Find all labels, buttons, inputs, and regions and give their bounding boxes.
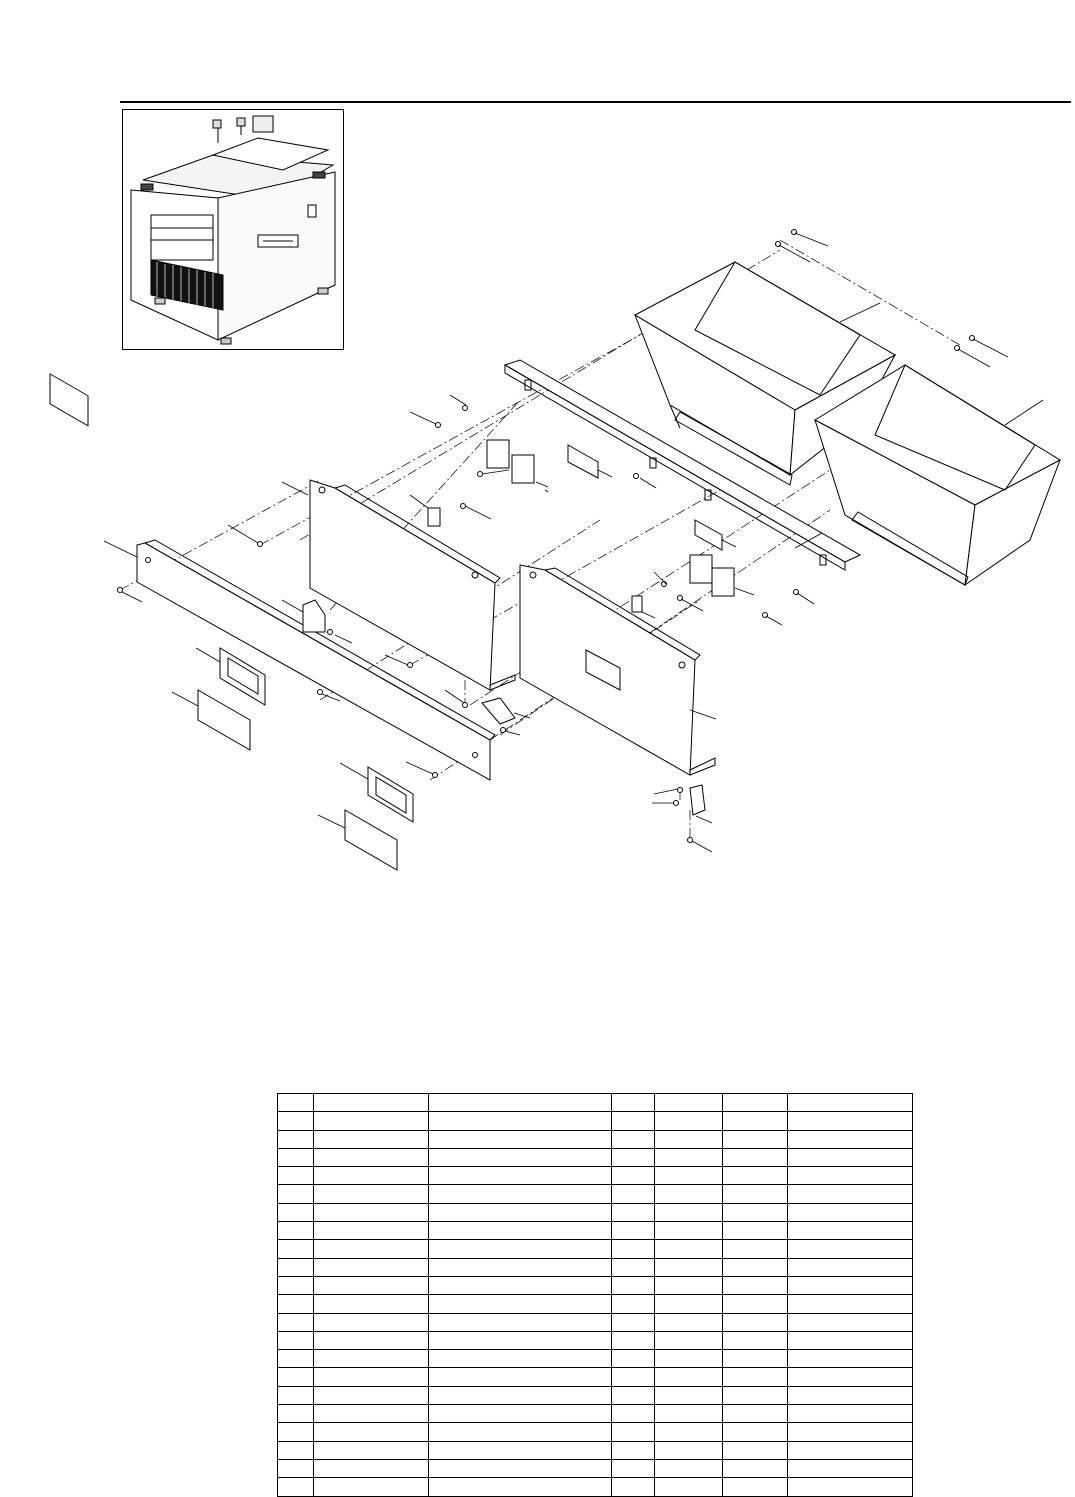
table-cell — [429, 1258, 612, 1276]
table-cell — [788, 1405, 913, 1423]
table-row — [278, 1185, 913, 1203]
table-cell — [314, 1386, 429, 1404]
table-row — [278, 1295, 913, 1313]
table-cell — [655, 1130, 723, 1148]
table-cell — [314, 1185, 429, 1203]
table-row — [278, 1240, 913, 1258]
table-row — [278, 1386, 913, 1404]
table-cell — [723, 1112, 788, 1130]
table-cell — [655, 1405, 723, 1423]
table-cell — [429, 1313, 612, 1331]
table-cell — [788, 1350, 913, 1368]
table-cell — [314, 1478, 429, 1496]
table-cell — [723, 1130, 788, 1148]
table-cell — [612, 1313, 655, 1331]
table-cell — [278, 1313, 314, 1331]
table-cell — [278, 1222, 314, 1240]
table-cell — [429, 1386, 612, 1404]
table-cell — [278, 1423, 314, 1441]
table-cell — [612, 1441, 655, 1459]
table-cell — [655, 1222, 723, 1240]
table-cell — [429, 1276, 612, 1294]
table-cell — [278, 1276, 314, 1294]
table-cell — [788, 1386, 913, 1404]
parts-list-table — [277, 1093, 913, 1497]
table-cell — [788, 1258, 913, 1276]
table-cell — [612, 1203, 655, 1221]
table-cell — [278, 1112, 314, 1130]
table-cell — [655, 1350, 723, 1368]
table-cell — [278, 1350, 314, 1368]
table-cell — [655, 1148, 723, 1166]
table-cell — [655, 1295, 723, 1313]
table-cell — [314, 1441, 429, 1459]
table-row — [278, 1258, 913, 1276]
table-cell — [429, 1167, 612, 1185]
table-cell — [723, 1386, 788, 1404]
table-cell — [655, 1185, 723, 1203]
table-cell — [788, 1203, 913, 1221]
table-cell — [788, 1331, 913, 1349]
table-cell — [429, 1240, 612, 1258]
table-cell — [429, 1112, 612, 1130]
table-cell — [788, 1185, 913, 1203]
table-cell — [612, 1094, 655, 1112]
table-cell — [788, 1130, 913, 1148]
table-cell — [314, 1423, 429, 1441]
table-cell — [314, 1222, 429, 1240]
table-cell — [655, 1094, 723, 1112]
table-cell — [314, 1459, 429, 1477]
table-cell — [314, 1203, 429, 1221]
table-cell — [612, 1459, 655, 1477]
table-cell — [278, 1459, 314, 1477]
table-cell — [723, 1094, 788, 1112]
table-cell — [429, 1094, 612, 1112]
table-cell — [612, 1386, 655, 1404]
table-cell — [429, 1459, 612, 1477]
table-cell — [612, 1423, 655, 1441]
table-cell — [788, 1441, 913, 1459]
table-cell — [612, 1130, 655, 1148]
table-cell — [278, 1185, 314, 1203]
table-cell — [278, 1331, 314, 1349]
table-cell — [314, 1258, 429, 1276]
table-cell — [723, 1276, 788, 1294]
table-cell — [429, 1130, 612, 1148]
table-cell — [278, 1148, 314, 1166]
table-cell — [278, 1478, 314, 1496]
table-cell — [723, 1331, 788, 1349]
table-row — [278, 1350, 913, 1368]
table-cell — [429, 1423, 612, 1441]
table-row — [278, 1148, 913, 1166]
table-cell — [278, 1295, 314, 1313]
table-cell — [655, 1441, 723, 1459]
table-cell — [655, 1240, 723, 1258]
table-row — [278, 1459, 913, 1477]
table-cell — [788, 1423, 913, 1441]
table-cell — [723, 1222, 788, 1240]
table-cell — [314, 1350, 429, 1368]
table-cell — [788, 1313, 913, 1331]
table-row — [278, 1112, 913, 1130]
table-cell — [655, 1423, 723, 1441]
table-cell — [429, 1222, 612, 1240]
table-row — [278, 1130, 913, 1148]
table-cell — [314, 1405, 429, 1423]
table-cell — [612, 1148, 655, 1166]
table-cell — [655, 1459, 723, 1477]
table-cell — [788, 1295, 913, 1313]
table-cell — [278, 1405, 314, 1423]
table-cell — [723, 1185, 788, 1203]
table-cell — [612, 1276, 655, 1294]
table-cell — [278, 1240, 314, 1258]
table-cell — [314, 1094, 429, 1112]
table-cell — [429, 1203, 612, 1221]
table-cell — [278, 1130, 314, 1148]
table-cell — [723, 1368, 788, 1386]
table-cell — [314, 1331, 429, 1349]
table-cell — [723, 1148, 788, 1166]
parts-list-body — [278, 1094, 913, 1497]
table-row — [278, 1203, 913, 1221]
table-cell — [612, 1350, 655, 1368]
table-row — [278, 1222, 913, 1240]
table-row — [278, 1368, 913, 1386]
table-cell — [723, 1459, 788, 1477]
table-cell — [314, 1240, 429, 1258]
table-cell — [655, 1276, 723, 1294]
table-cell — [278, 1386, 314, 1404]
table-cell — [788, 1478, 913, 1496]
table-cell — [278, 1094, 314, 1112]
table-cell — [612, 1295, 655, 1313]
table-row — [278, 1478, 913, 1496]
table-cell — [723, 1405, 788, 1423]
table-cell — [429, 1331, 612, 1349]
table-cell — [612, 1240, 655, 1258]
table-cell — [612, 1405, 655, 1423]
table-cell — [723, 1441, 788, 1459]
table-cell — [788, 1148, 913, 1166]
table-cell — [723, 1313, 788, 1331]
table-row — [278, 1313, 913, 1331]
table-cell — [723, 1295, 788, 1313]
table-cell — [314, 1167, 429, 1185]
table-cell — [655, 1331, 723, 1349]
table-row — [278, 1405, 913, 1423]
table-cell — [429, 1185, 612, 1203]
table-cell — [429, 1295, 612, 1313]
table-cell — [655, 1478, 723, 1496]
table-cell — [314, 1148, 429, 1166]
table-cell — [788, 1222, 913, 1240]
table-cell — [723, 1167, 788, 1185]
table-cell — [278, 1203, 314, 1221]
table-row — [278, 1276, 913, 1294]
table-cell — [723, 1240, 788, 1258]
table-cell — [788, 1167, 913, 1185]
table-row — [278, 1423, 913, 1441]
machine-overview-icon — [123, 110, 342, 348]
table-cell — [723, 1478, 788, 1496]
table-cell — [723, 1258, 788, 1276]
table-cell — [655, 1203, 723, 1221]
table-cell — [612, 1222, 655, 1240]
table-cell — [788, 1459, 913, 1477]
table-cell — [788, 1112, 913, 1130]
table-cell — [314, 1276, 429, 1294]
table-cell — [655, 1386, 723, 1404]
table-cell — [723, 1423, 788, 1441]
table-cell — [612, 1331, 655, 1349]
table-row — [278, 1167, 913, 1185]
table-cell — [788, 1240, 913, 1258]
table-cell — [314, 1295, 429, 1313]
table-cell — [429, 1405, 612, 1423]
table-cell — [429, 1368, 612, 1386]
table-cell — [278, 1441, 314, 1459]
header-rule — [120, 101, 1071, 103]
table-cell — [788, 1094, 913, 1112]
table-cell — [723, 1350, 788, 1368]
table-row — [278, 1331, 913, 1349]
table-cell — [655, 1368, 723, 1386]
table-cell — [612, 1112, 655, 1130]
table-cell — [429, 1148, 612, 1166]
table-cell — [314, 1313, 429, 1331]
machine-overview-inset — [122, 109, 344, 350]
table-cell — [612, 1167, 655, 1185]
table-cell — [429, 1478, 612, 1496]
table-cell — [278, 1258, 314, 1276]
table-cell — [314, 1368, 429, 1386]
table-cell — [655, 1313, 723, 1331]
table-row — [278, 1094, 913, 1112]
table-cell — [788, 1276, 913, 1294]
table-row — [278, 1441, 913, 1459]
table-cell — [655, 1112, 723, 1130]
table-cell — [655, 1258, 723, 1276]
table-cell — [612, 1185, 655, 1203]
table-cell — [612, 1258, 655, 1276]
table-cell — [429, 1441, 612, 1459]
table-cell — [314, 1112, 429, 1130]
table-cell — [655, 1167, 723, 1185]
table-cell — [723, 1203, 788, 1221]
table-cell — [788, 1368, 913, 1386]
table-cell — [612, 1368, 655, 1386]
table-cell — [278, 1167, 314, 1185]
table-cell — [612, 1478, 655, 1496]
table-cell — [429, 1350, 612, 1368]
table-cell — [314, 1130, 429, 1148]
table-cell — [278, 1368, 314, 1386]
